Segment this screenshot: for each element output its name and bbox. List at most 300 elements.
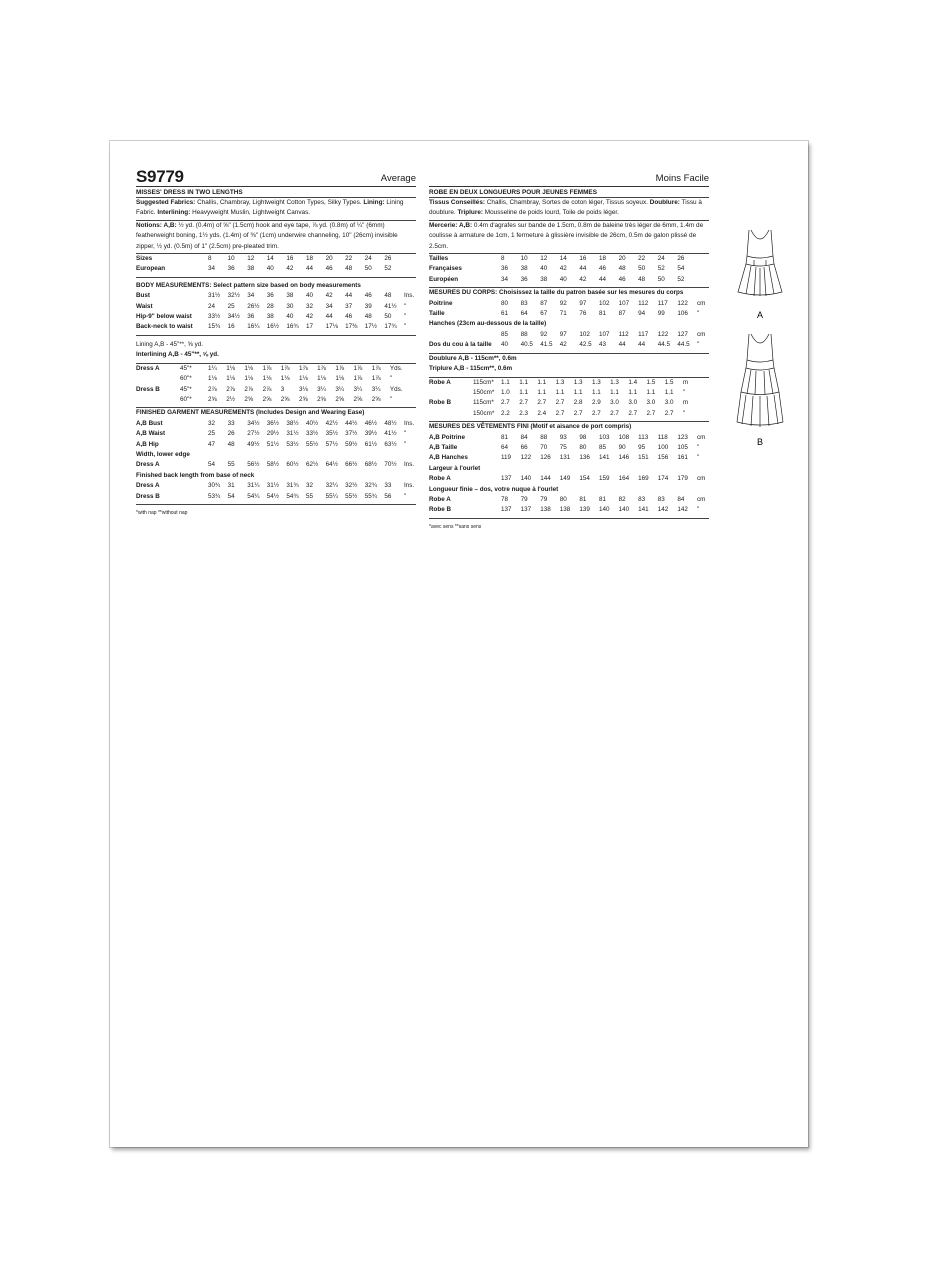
unit-cell: cm <box>696 495 706 503</box>
table-cell: 34 <box>247 292 255 300</box>
table-cell: 31½ <box>208 292 221 300</box>
row-label: Sizes <box>136 255 153 263</box>
finished-measurements-heading: FINISHED GARMENT MEASUREMENTS (Includes Design and Wearing Ease) <box>136 409 365 417</box>
table-cell: 2.7 <box>501 399 510 407</box>
table-cell: 2.7 <box>537 399 547 407</box>
table-cell: 122 <box>520 454 532 462</box>
lining-yardage-fr: Doublure A,B - 115cm**, 0.6m <box>429 354 517 362</box>
table-cell: 2⅝ <box>262 395 272 403</box>
table-cell: 92 <box>540 330 548 338</box>
table-row <box>136 395 402 405</box>
table-cell: 16 <box>227 323 235 331</box>
unit-cell: Ins. <box>403 482 415 490</box>
table-cell: 37½ <box>345 430 358 438</box>
table-row <box>136 492 414 502</box>
table-cell: 1⅞ <box>353 375 363 383</box>
table-cell: 1.3 <box>555 378 565 386</box>
unit-cell: " <box>682 409 686 417</box>
table-cell: 1.1 <box>537 378 547 386</box>
unit-cell: cm <box>696 330 706 338</box>
table-cell: 50 <box>657 275 665 283</box>
table-cell: 138 <box>559 506 571 514</box>
table-cell: 83 <box>657 495 665 503</box>
table-cell: 38 <box>520 265 528 273</box>
table-cell: 66½ <box>345 461 358 469</box>
table-row <box>136 264 404 274</box>
table-cell: 46 <box>325 265 333 273</box>
table-cell: 8 <box>501 255 505 263</box>
table-cell: 84 <box>677 495 685 503</box>
table-cell: 102 <box>579 330 590 338</box>
table-row <box>429 264 697 274</box>
table-cell: 26 <box>227 430 235 438</box>
difficulty-level: Average <box>380 173 416 184</box>
table-cell: 103 <box>598 433 610 441</box>
table-cell: 34½ <box>227 313 240 321</box>
footnote-en: *with nap **without nap <box>136 509 188 516</box>
table-cell: 1.5 <box>664 378 674 386</box>
table-cell: 149 <box>559 475 571 483</box>
table-cell: 16 <box>579 255 587 263</box>
table-cell: 52 <box>677 275 685 283</box>
table-row <box>429 309 705 319</box>
unit-cell: " <box>403 323 407 331</box>
table-cell: 1.3 <box>573 378 583 386</box>
header-en <box>136 168 416 187</box>
table-row <box>429 254 697 264</box>
table-cell: 60½ <box>286 461 299 469</box>
table-cell: 38 <box>540 275 548 283</box>
table-cell: 1.1 <box>646 388 656 396</box>
body-measurements-heading: BODY MEASUREMENTS: Select pattern size based on body measurements <box>136 281 361 289</box>
table-cell: 1⅞ <box>317 364 326 372</box>
table-cell: 55¾ <box>364 492 378 500</box>
table-cell: 59½ <box>345 440 358 448</box>
table-cell: 137 <box>520 506 532 514</box>
table-cell: 44 <box>579 265 587 273</box>
table-cell: 2⅝ <box>280 395 290 403</box>
table-cell: 1⅞ <box>353 364 363 372</box>
table-cell: 2.7 <box>610 409 619 417</box>
table-row <box>429 340 705 350</box>
table-cell: 140 <box>520 475 532 483</box>
unit-cell: cm <box>696 433 706 441</box>
table-cell: 1⅞ <box>298 364 308 372</box>
row-label: Européen <box>429 275 459 283</box>
row-label: Waist <box>136 302 153 310</box>
table-cell: 44.5 <box>657 341 671 349</box>
table-cell: 1⅛ <box>226 364 235 372</box>
notions-text-fr: Mercerie: A,B: 0.4m d'agrafes sur bande de 1.5cm, 0.8m de baleine très léger de 6mm, 1.4m de coulisse à armature de 1cm, 1 fermeture à glissière invisible de 26cm, 0.5m de galon plissé de 2.5cm. <box>429 221 709 254</box>
table-cell: 22 <box>638 255 646 263</box>
table-cell: 82 <box>618 495 626 503</box>
table-cell: 48 <box>384 292 392 300</box>
table-cell: 41½ <box>384 430 397 438</box>
table-cell: 95 <box>638 443 646 451</box>
table-cell: 118 <box>657 433 668 441</box>
table-cell: 40 <box>286 313 294 321</box>
row-label <box>429 330 501 340</box>
row-label <box>429 409 473 419</box>
table-cell: 2.9 <box>591 399 601 407</box>
unit-cell: m <box>682 399 689 407</box>
view-b-sketch <box>734 330 786 450</box>
body-measurements-section-fr <box>429 288 709 353</box>
view-a-sketch <box>734 226 786 346</box>
table-cell: 36 <box>266 292 274 300</box>
unit-cell: " <box>696 454 700 462</box>
table-cell: 42 <box>559 265 567 273</box>
table-cell: 62½ <box>305 461 319 469</box>
row-label: Taille <box>429 310 445 318</box>
table-cell: 18 <box>305 255 313 263</box>
table-cell: 38 <box>266 313 274 321</box>
table-cell: 154 <box>579 475 590 483</box>
table-cell: 88 <box>520 330 528 338</box>
table-cell: 1⅛ <box>244 364 254 372</box>
table-cell: 40 <box>501 341 509 349</box>
width-heading-fr: Largeur à l'ourlet <box>429 464 481 472</box>
table-cell: 137 <box>501 506 512 514</box>
header-fr <box>429 168 709 187</box>
table-cell: 20 <box>325 255 333 263</box>
table-cell: 61½ <box>364 440 378 448</box>
table-cell: 80 <box>559 495 567 503</box>
table-row <box>429 495 705 505</box>
row-label: Dos du cou à la taille <box>429 341 492 349</box>
row-label <box>136 395 180 405</box>
table-cell: 17¾ <box>384 323 397 331</box>
table-cell: 161 <box>677 454 688 462</box>
table-cell: 35½ <box>325 430 338 438</box>
table-cell: 75 <box>559 443 567 451</box>
table-cell: 16¼ <box>247 323 260 331</box>
table-cell: 136 <box>579 454 590 462</box>
table-cell: 17½ <box>364 323 378 331</box>
table-cell: 141 <box>638 506 649 514</box>
table-cell: 32¼ <box>325 482 338 490</box>
table-cell: 31½ <box>266 482 280 490</box>
yardage-section <box>136 336 416 364</box>
table-cell: 50 <box>364 265 372 273</box>
french-column <box>429 168 709 530</box>
table-cell: 1.1 <box>610 388 619 396</box>
table-cell: 1.1 <box>555 388 565 396</box>
row-label: Tailles <box>429 255 449 263</box>
lining-yardage: Lining A,B - 45"**, ⅝ yd. <box>136 340 203 348</box>
finished-measurements-section-fr <box>429 422 709 519</box>
table-cell: 1⅞ <box>262 364 272 372</box>
table-row <box>136 254 404 264</box>
table-cell: 3⅛ <box>298 385 308 393</box>
table-cell: 39½ <box>364 430 378 438</box>
table-cell: 40 <box>305 292 313 300</box>
table-cell: 42 <box>305 313 313 321</box>
table-cell: 2.7 <box>664 409 674 417</box>
row-label: Robe A <box>429 378 451 386</box>
table-cell: 1.4 <box>628 378 638 386</box>
sizes-section-fr <box>429 254 709 288</box>
table-cell: 32½ <box>345 482 358 490</box>
row-label: Hip-9" below waist <box>136 313 192 321</box>
length-table <box>136 481 414 502</box>
table-cell: 40 <box>559 275 567 283</box>
table-cell: 3¼ <box>371 385 381 393</box>
table-cell: 34½ <box>247 419 260 427</box>
row-label: Dress A <box>136 364 160 372</box>
unit-cell: m <box>682 378 689 386</box>
table-cell: 37 <box>345 302 353 310</box>
table-cell: 27½ <box>247 430 260 438</box>
table-cell: 2⅝ <box>317 395 326 403</box>
table-cell: 1⅞ <box>371 375 381 383</box>
table-row <box>429 330 705 340</box>
table-cell: 17 <box>305 323 313 331</box>
table-cell: 33½ <box>305 430 319 438</box>
table-cell: 16½ <box>266 323 280 331</box>
row-label: A,B Waist <box>136 430 166 438</box>
row-label: European <box>136 265 166 273</box>
table-cell: 50 <box>638 265 646 273</box>
table-cell: 17⅜ <box>345 323 358 331</box>
table-cell: 1⅛ <box>262 375 272 383</box>
body-measurements-table <box>136 291 414 333</box>
fabric-width: 45"* <box>180 364 192 372</box>
unit-cell: Yds. <box>389 364 403 372</box>
table-cell: 1.0 <box>501 388 510 396</box>
unit-cell: cm <box>696 299 706 307</box>
fabric-yardage-section <box>136 364 416 409</box>
table-row <box>429 299 705 309</box>
table-cell: 2.7 <box>591 409 601 417</box>
table-cell: 32¾ <box>364 482 378 490</box>
table-cell: 70½ <box>384 461 397 469</box>
unit-cell: Ins. <box>403 419 415 427</box>
table-cell: 48 <box>638 275 646 283</box>
length-table-fr <box>429 495 705 516</box>
sizes-table-fr <box>429 254 697 285</box>
table-cell: 58½ <box>266 461 280 469</box>
view-b-label: B <box>756 437 764 447</box>
table-cell: 90 <box>618 443 626 451</box>
table-row <box>429 398 688 408</box>
body-measurements-heading-fr: MESURES DU CORPS: Choisissez la taille du patron basée sur les mesures du corps <box>429 289 684 297</box>
table-row <box>429 378 688 388</box>
unit-cell: " <box>696 341 700 349</box>
view-a-label: A <box>756 310 764 320</box>
table-cell: 54 <box>227 492 235 500</box>
table-cell: 85 <box>598 443 606 451</box>
table-cell: 55 <box>305 492 313 500</box>
body-measurements-section <box>136 278 416 336</box>
table-cell: 2⅝ <box>353 395 363 403</box>
table-cell: 1⅛ <box>317 375 326 383</box>
table-cell: 1⅞ <box>280 364 290 372</box>
table-cell: 146 <box>618 454 630 462</box>
table-cell: 2.7 <box>555 399 565 407</box>
fabrics-text-fr: Tissus Conseillés: Challis, Chambray, Sortes de coton léger, Tissus soyeux. Doublure: Tissu à doublure. Triplure: Mousseline de poids lourd, Toile de poids léger. <box>429 198 709 221</box>
width-table-fr <box>429 474 705 484</box>
notions-text: Notions: A,B: ½ yd. (0.4m) of ⅝" (1.5cm) hook and eye tape, ⅞ yd. (0.8m) of ¼" (6mm) featherweight boning, 1½ yds. (1.4m) of ⅜" (1cm) underwire channeling, 10" (26cm) invisible zipper, ½ yd. (0.5m) of 1" (2.5cm) pre-pleated trim. <box>136 221 416 254</box>
fabric-width: 150cm* <box>473 409 495 417</box>
table-cell: 55 <box>227 461 235 469</box>
table-cell: 2.7 <box>646 409 656 417</box>
table-cell: 31¼ <box>247 482 260 490</box>
table-row <box>136 481 414 491</box>
unit-cell: " <box>403 430 407 438</box>
row-label: Robe B <box>429 506 452 514</box>
table-cell: 94 <box>638 310 646 318</box>
finished-measurements-table-fr <box>429 433 705 464</box>
table-cell: 42 <box>325 292 333 300</box>
table-cell: 66 <box>520 443 528 451</box>
table-cell: 83 <box>638 495 646 503</box>
table-cell: 42½ <box>325 419 338 427</box>
fabric-width: 115cm* <box>473 399 494 407</box>
table-cell: 22 <box>345 255 353 263</box>
table-cell: 1⅛ <box>226 375 235 383</box>
table-cell: 57½ <box>325 440 338 448</box>
table-row <box>136 385 402 395</box>
table-cell: 2⅝ <box>298 395 308 403</box>
footnote-fr: *avec sens **sans sens <box>429 523 482 530</box>
table-cell: 2.7 <box>519 399 528 407</box>
table-cell: 56½ <box>247 461 260 469</box>
table-cell: 2⅝ <box>335 395 345 403</box>
table-cell: 39 <box>364 302 372 310</box>
table-cell: 80 <box>501 299 509 307</box>
table-cell: 126 <box>540 454 551 462</box>
table-cell: 3 <box>280 385 285 393</box>
table-cell: 2⅞ <box>244 385 254 393</box>
table-cell: 2.3 <box>519 409 528 417</box>
table-cell: 34 <box>501 275 509 283</box>
table-cell: 31 <box>227 482 235 490</box>
table-cell: 81 <box>579 495 587 503</box>
table-cell: 97 <box>579 299 587 307</box>
table-cell: 106 <box>677 310 688 318</box>
table-cell: 64 <box>520 310 528 318</box>
table-cell: 107 <box>618 299 630 307</box>
finished-measurements-heading-fr: MESURES DES VÊTEMENTS FINI (Motif et aisance de port compris) <box>429 423 632 431</box>
table-row <box>429 474 705 484</box>
table-cell: 33 <box>384 482 392 490</box>
table-cell: 87 <box>540 299 548 307</box>
table-cell: 140 <box>618 506 630 514</box>
pattern-title-fr: ROBE EN DEUX LONGUEURS POUR JEUNES FEMMES <box>429 187 709 198</box>
table-cell: 40.5 <box>520 341 533 349</box>
unit-cell: Yds. <box>389 385 403 393</box>
table-cell: 151 <box>638 454 649 462</box>
table-cell: 42 <box>286 265 294 273</box>
table-cell: 8 <box>208 255 212 263</box>
table-cell: 2⅞ <box>262 385 272 393</box>
table-cell: 26 <box>677 255 685 263</box>
row-label: Dress B <box>136 385 160 393</box>
table-cell: 63½ <box>384 440 397 448</box>
table-cell: 10 <box>520 255 528 263</box>
table-cell: 1⅛ <box>280 375 290 383</box>
table-cell: 25 <box>208 430 216 438</box>
row-label: A,B Bust <box>136 419 163 427</box>
table-row <box>136 322 414 332</box>
sizes-table <box>136 254 404 275</box>
table-cell: 107 <box>598 330 610 338</box>
table-cell: 2.8 <box>573 399 583 407</box>
table-cell: 48 <box>227 440 235 448</box>
table-cell: 68½ <box>364 461 378 469</box>
table-cell: 52 <box>657 265 665 273</box>
table-row <box>429 433 705 443</box>
table-row <box>429 505 705 515</box>
table-cell: 2⅝ <box>244 395 254 403</box>
table-row <box>136 440 414 450</box>
table-cell: 12 <box>247 255 255 263</box>
table-cell: 64 <box>501 443 509 451</box>
table-cell: 40 <box>266 265 274 273</box>
table-cell: 43 <box>598 341 606 349</box>
table-cell: 47 <box>208 440 216 448</box>
table-cell: 2⅞ <box>208 385 217 393</box>
table-cell: 46 <box>345 313 353 321</box>
table-cell: 1.1 <box>591 388 601 396</box>
table-cell: 1⅞ <box>371 364 381 372</box>
table-cell: 44 <box>638 341 646 349</box>
table-cell: 44 <box>598 275 606 283</box>
table-row <box>136 419 414 429</box>
table-cell: 44 <box>345 292 353 300</box>
table-cell: 44.5 <box>677 341 690 349</box>
interlining-yardage: Interlining A,B - 45"**, ⅝ yd. <box>136 351 219 359</box>
table-cell: 15¾ <box>208 323 221 331</box>
table-cell: 141 <box>598 454 610 462</box>
fabric-width: 45"* <box>180 385 192 393</box>
table-cell: 119 <box>501 454 512 462</box>
width-table <box>136 460 414 470</box>
table-cell: 34 <box>208 265 216 273</box>
table-cell: 18 <box>598 255 606 263</box>
table-cell: 97 <box>559 330 567 338</box>
table-cell: 26½ <box>247 302 260 310</box>
table-cell: 44 <box>618 341 626 349</box>
fabric-yardage-section-fr <box>429 378 709 423</box>
table-cell: 14 <box>559 255 567 263</box>
table-cell: 38 <box>286 292 294 300</box>
table-cell: 71 <box>559 310 567 318</box>
yardage-section-fr <box>429 354 709 378</box>
unit-cell: " <box>403 302 407 310</box>
row-label: A,B Hip <box>136 440 159 448</box>
table-cell: 2⅝ <box>208 395 217 403</box>
table-cell: 1⅛ <box>298 375 308 383</box>
table-cell: 1.1 <box>501 378 510 386</box>
table-cell: 1⅞ <box>335 364 345 372</box>
table-cell: 24 <box>364 255 372 263</box>
table-cell: 34 <box>325 302 333 310</box>
table-cell: 81 <box>598 495 606 503</box>
table-cell: 102 <box>598 299 610 307</box>
table-cell: 3.0 <box>628 399 638 407</box>
table-row <box>136 364 402 374</box>
table-cell: 117 <box>638 330 649 338</box>
table-cell: 1⅛ <box>208 375 217 383</box>
table-cell: 44 <box>325 313 333 321</box>
table-cell: 36 <box>501 265 509 273</box>
table-cell: 44½ <box>345 419 358 427</box>
table-cell: 33 <box>227 419 235 427</box>
table-cell: 29½ <box>266 430 280 438</box>
table-cell: 24 <box>208 302 216 310</box>
